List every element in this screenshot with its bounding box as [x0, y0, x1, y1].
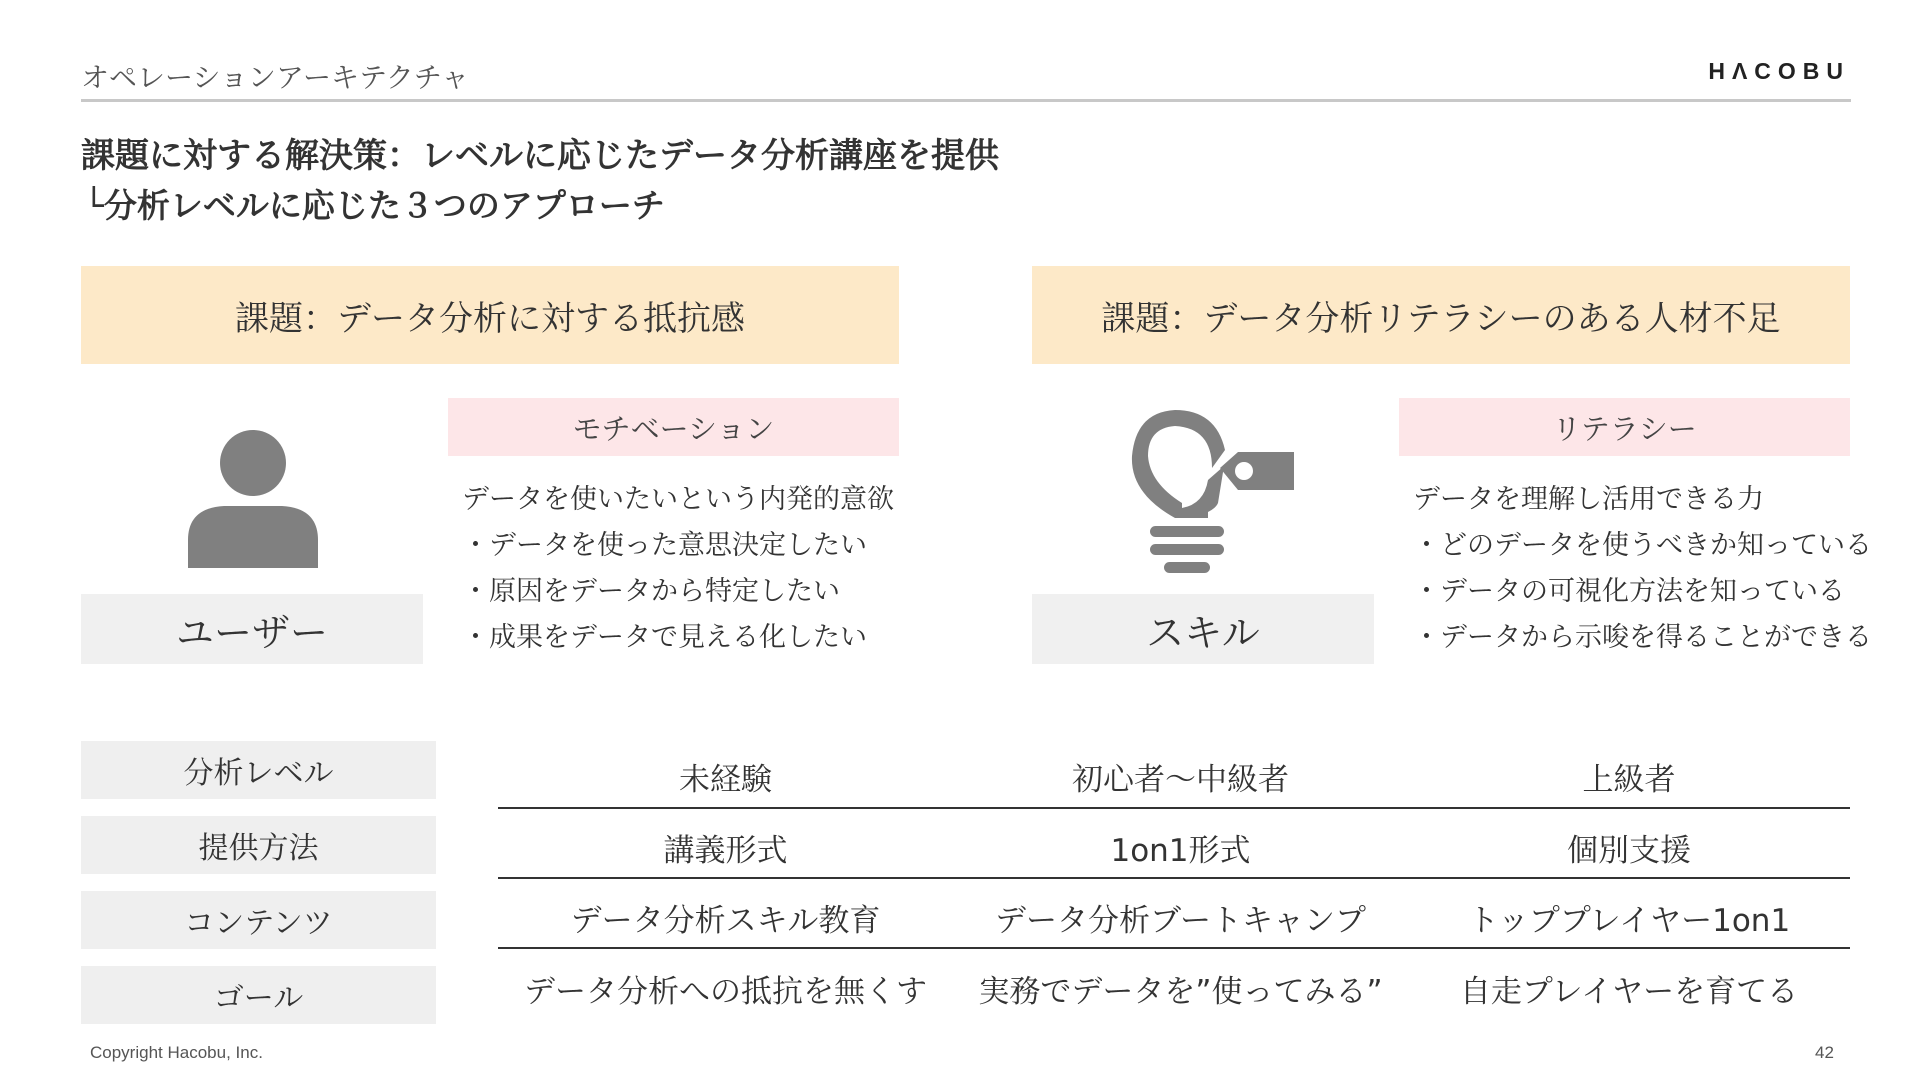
header-divider — [81, 99, 1851, 102]
literacy-list — [1413, 477, 1872, 661]
literacy-line: ・どのデータを使うべきか知っている — [1413, 530, 1872, 561]
copyright-text: Copyright Hacobu, Inc. — [90, 1043, 263, 1062]
slide-subtitle: └分析レベルに応じた３つのアプローチ — [84, 186, 665, 225]
literacy-line: ・データの可視化方法を知っている — [1413, 576, 1845, 607]
slide-title: 課題に対する解決策：レベルに応じたデータ分析講座を提供 — [81, 136, 999, 176]
table-cell: データ分析ブートキャンプ — [994, 902, 1367, 939]
row-label-goal: ゴール — [81, 966, 436, 1024]
row-label-method: 提供方法 — [81, 816, 436, 874]
section-label: オペレーションアーキテクチャ — [81, 61, 470, 94]
literacy-line: ・データから示唆を得ることができる — [1413, 622, 1872, 653]
table-cell: 実務でデータを”使ってみる” — [978, 973, 1383, 1010]
literacy-tag: リテラシー — [1399, 398, 1850, 456]
table-cell: データ分析への抵抗を無くす — [524, 973, 927, 1010]
page-number: 42 — [1815, 1043, 1834, 1062]
motivation-list — [462, 477, 902, 661]
table-divider — [498, 807, 1850, 809]
issue-banner-talent-shortage: 課題：データ分析リテラシーのある人材不足 — [1032, 266, 1850, 364]
motivation-line: データを使いたいという内発的意欲 — [462, 484, 894, 515]
issue-banner-resistance: 課題：データ分析に対する抵抗感 — [81, 266, 899, 364]
table-cell: 1on1形式 — [1110, 832, 1251, 869]
table-cell: 初心者～中級者 — [1072, 761, 1289, 798]
table-cell: 自走プレイヤーを育てる — [1459, 973, 1799, 1010]
table-cell: 個別支援 — [1567, 832, 1691, 869]
table-divider — [498, 877, 1850, 879]
table-cell: データ分析スキル教育 — [570, 902, 881, 939]
row-label-content: コンテンツ — [81, 891, 436, 949]
table-cell: 講義形式 — [663, 832, 788, 869]
skill-caption: スキル — [1032, 594, 1374, 664]
literacy-line: データを理解し活用できる力 — [1413, 484, 1764, 515]
motivation-line: ・データを使った意思決定したい — [462, 530, 867, 561]
lightbulb-icon — [1120, 408, 1296, 584]
user-icon — [186, 428, 320, 568]
table-cell: 上級者 — [1582, 761, 1676, 798]
motivation-line: ・成果をデータで見える化したい — [462, 622, 867, 653]
row-label-level: 分析レベル — [81, 741, 436, 799]
motivation-tag: モチベーション — [448, 398, 899, 456]
table-cell: 未経験 — [679, 761, 772, 798]
table-cell: トッププレイヤー1on1 — [1467, 902, 1791, 939]
user-caption: ユーザー — [81, 594, 423, 664]
motivation-line: ・原因をデータから特定したい — [462, 576, 840, 607]
company-logo: HΛCOBU — [1708, 58, 1850, 84]
table-divider — [498, 947, 1850, 949]
